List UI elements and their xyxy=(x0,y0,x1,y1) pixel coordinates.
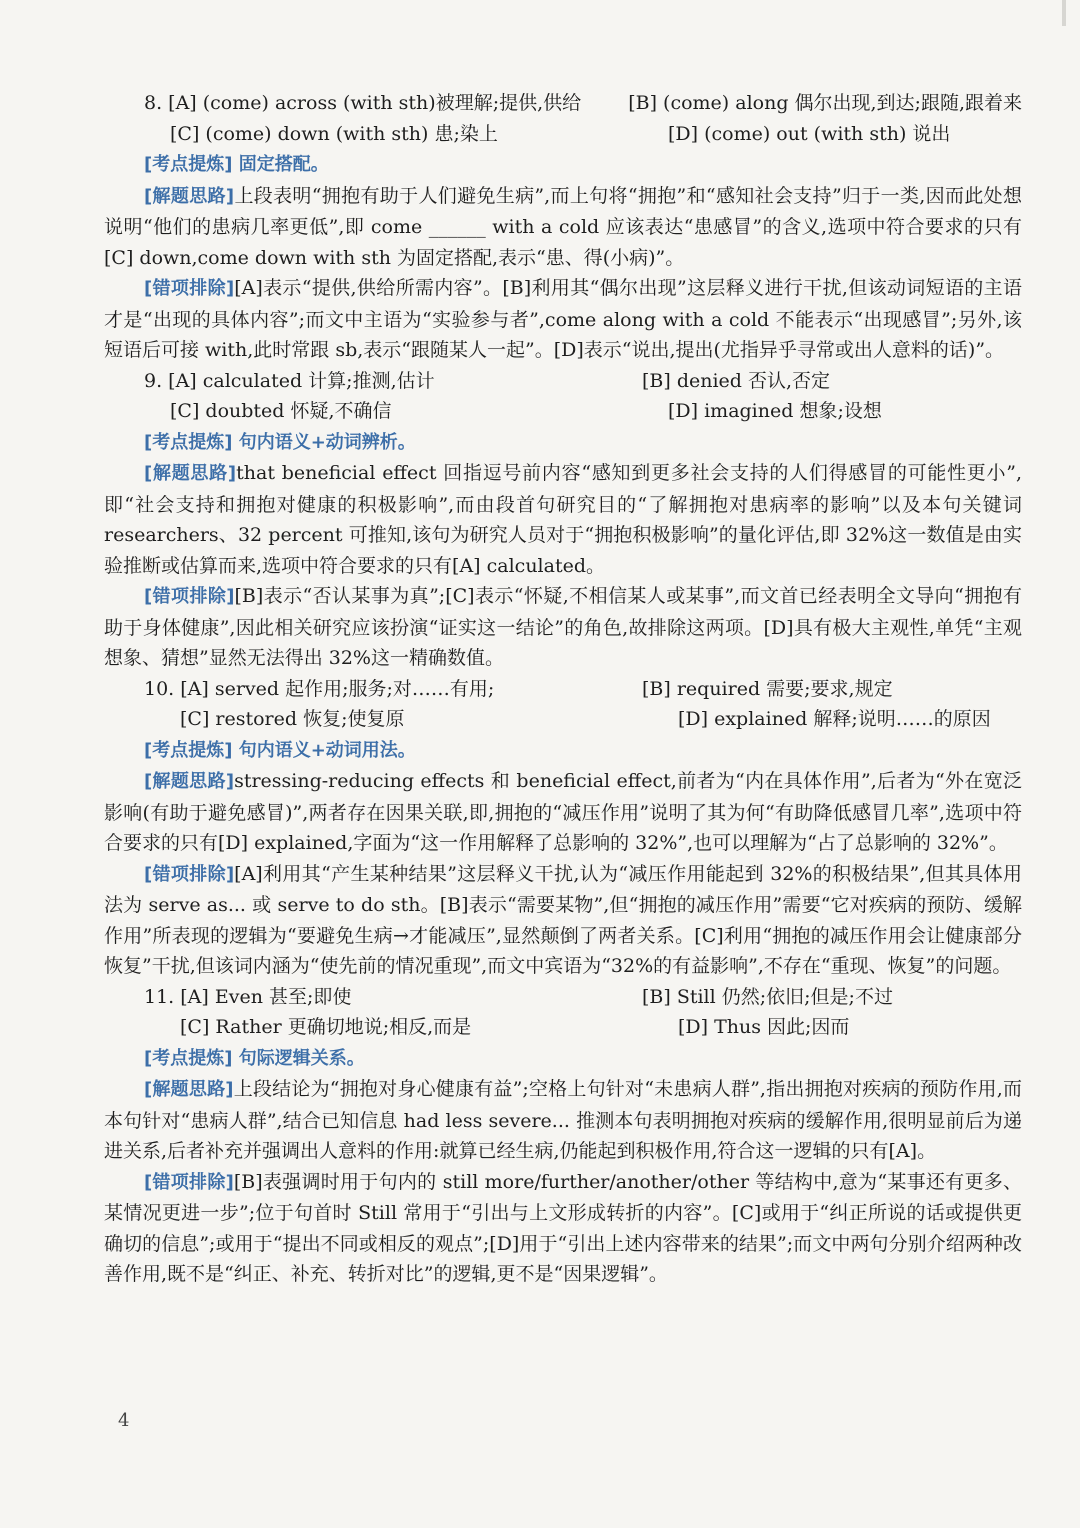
q8-option-b: [B] (come) along 偶尔出现,到达;跟随,跟着来 xyxy=(628,92,1022,114)
q9-options-row2 xyxy=(104,396,1022,427)
q10-option-b: [B] required 需要;要求,规定 xyxy=(642,677,893,700)
q11-option-a: 11. [A] Even 甚至;即使 xyxy=(144,985,352,1008)
q8-cuoxiang-text: [A]表示“提供,供给所需内容”。[B]利用其“偶尔出现”这层释义进行干扰,但该动词短语的主语才是“出现的具体内容”;而文中主语为“实验参与者”,come along with a cold 不能表示“出现感冒”;另外,该短语后可接 with,此时常跟 sb,表示“跟随某人一起”。[D]表示“说出,提出(尤指异乎寻常或出人意料的话)”。 xyxy=(104,277,1022,361)
q9-cuoxiang-text: [B]表示“否认某事为真”;[C]表示“怀疑,不相信某人或某事”,而文首已经表明全文导向“拥抱有助于身体健康”,因此相关研究应该扮演“证实这一结论”的角色,故排除这两项。[D]具有极大主观性,单凭“主观想象、猜想”显然无法得出 32%这一精确数值。 xyxy=(104,585,1023,669)
q8-jieti xyxy=(104,181,1022,274)
page-number: 4 xyxy=(118,1410,130,1431)
q11-options-row2 xyxy=(104,1012,1022,1043)
q10-jieti-label: [解题思路] xyxy=(144,771,235,792)
q8-kaodian xyxy=(104,149,1022,181)
q9-jieti xyxy=(104,458,1022,581)
q10-jieti xyxy=(104,766,1022,859)
q9-option-c: [C] doubted 怀疑,不确信 xyxy=(170,400,392,422)
q9-options-row1 xyxy=(104,366,1022,397)
q11-kaodian xyxy=(104,1043,1022,1075)
q10-options-row1 xyxy=(104,674,1022,705)
q10-cuoxiang-text: [A]利用其“产生某种结果”这层释义干扰,认为“减压作用能起到 32%的积极结果”,但其具体用法为 serve as... 或 serve to do sth。[B]表示“需要某物”,但“拥抱的减压作用”需要“它对疾病的预防、缓解作用”所表现的逻辑为“要避免生病→才能减压”,显然颠倒了两者关系。[C]利用“拥抱的减压作用会让健康部分恢复”干扰,但该词内涵为“使先前的情况重现”,而文中宾语为“32%的有益影响”,不存在“重现、恢复”的问题。 xyxy=(104,862,1022,977)
q9-jieti-text: that beneficial effect 回指逗号前内容“感知到更多社会支持的人们得感冒的可能性更小”,即“社会支持和拥抱对健康的积极影响”,而由段首句研究目的“了解拥抱对患病率的影响”以及本句关键词 researchers、32 percent 可推知,该句为研究人员对于“拥抱积极影响”的量化评估,即 32%这一数值是由实验推断或估算而来,选项中符合要求的只有[A] calculated。 xyxy=(104,462,1022,577)
q11-jieti xyxy=(104,1074,1022,1167)
q10-cuoxiang xyxy=(104,859,1022,982)
q11-option-d: [D] Thus 因此;因而 xyxy=(678,1016,850,1038)
q11-cuoxiang-text: [B]表强调时用于句内的 still more/further/another/other 等结构中,意为“某事还有更多、某情况更进一步”;位于句首时 Still 常用于“引出与上文形成转折的内容”。[C]或用于“纠正所说的话或提供更确切的信息”;或用于“提出不同或相反的观点”;[D]用于“引出上述内容带来的结果”;而文中两句分别介绍两种改善作用,既不是“纠正、补充、转折对比”的逻辑,更不是“因果逻辑”。 xyxy=(104,1170,1022,1285)
q8-cuoxiang-label: [错项排除] xyxy=(144,278,235,299)
page-content xyxy=(104,88,1022,1290)
q9-option-b: [B] denied 否认,否定 xyxy=(642,369,831,392)
q11-jieti-label: [解题思路] xyxy=(144,1079,234,1100)
q9-kaodian-label: [考点提炼] 句内语义+动词辨析。 xyxy=(144,431,416,453)
q11-option-b: [B] Still 仍然;依旧;但是;不过 xyxy=(642,985,893,1008)
q10-cuoxiang-label: [错项排除] xyxy=(144,863,235,885)
q10-kaodian-label: [考点提炼] 句内语义+动词用法。 xyxy=(144,739,416,761)
q9-option-a: 9. [A] calculated 计算;推测,估计 xyxy=(144,369,435,392)
q9-jieti-label: [解题思路] xyxy=(144,463,237,484)
q10-option-d: [D] explained 解释;说明……的原因 xyxy=(678,708,991,730)
q8-option-c: [C] (come) down (with sth) 患;染上 xyxy=(170,122,498,145)
q8-cuoxiang xyxy=(104,273,1022,366)
q11-options-row1 xyxy=(104,982,1022,1013)
q8-jieti-label: [解题思路] xyxy=(144,185,235,207)
q10-option-c: [C] restored 恢复;使复原 xyxy=(180,708,405,730)
q11-jieti-text: 上段结论为“拥抱对身心健康有益”;空格上句针对“未患病人群”,指出拥抱对疾病的预防作用,而本句针对“患病人群”,结合已知信息 had less severe... 推测本句表明拥抱对疾病的缓解作用,很明显前后为递进关系,后者补充并强调出人意料的作用:就算已经生病,仍能起到积极作用,符合这一逻辑的只有[A]。 xyxy=(104,1078,1022,1162)
q11-option-c: [C] Rather 更确切地说;相反,而是 xyxy=(180,1016,472,1038)
q8-kaodian-label: [考点提炼] 固定搭配。 xyxy=(144,154,329,175)
q11-cuoxiang xyxy=(104,1167,1022,1290)
scan-edge-mark xyxy=(1062,0,1066,26)
q10-kaodian xyxy=(104,735,1022,767)
q8-options-row1 xyxy=(104,88,1022,119)
q9-cuoxiang xyxy=(104,581,1022,674)
q10-jieti-text: stressing-reducing effects 和 beneficial effect,前者为“内在具体作用”,后者为“外在宽泛影响(有助于避免感冒)”,两者存在因果关联,即,拥抱的“减压作用”说明了其为何“有助降低感冒几率”,选项中符合要求的只有[D] explained,字面为“这一作用解释了总影响的 32%”,也可以理解为“占了总影响的 32%”。 xyxy=(104,770,1023,854)
q9-cuoxiang-label: [错项排除] xyxy=(144,586,235,607)
q8-option-d: [D] (come) out (with sth) 说出 xyxy=(668,122,951,145)
q11-cuoxiang-label: [错项排除] xyxy=(144,1171,234,1193)
q8-option-a: 8. [A] (come) across (with sth)被理解;提供,供给 xyxy=(144,92,582,114)
q10-option-a: 10. [A] served 起作用;服务;对……有用; xyxy=(144,677,495,700)
q11-kaodian-label: [考点提炼] 句际逻辑关系。 xyxy=(144,1047,365,1069)
q10-options-row2 xyxy=(104,704,1022,735)
q8-options-row2 xyxy=(104,119,1022,150)
q9-kaodian xyxy=(104,427,1022,459)
q9-option-d: [D] imagined 想象;设想 xyxy=(668,400,882,422)
q8-jieti-text: 上段表明“拥抱有助于人们避免生病”,而上句将“拥抱”和“感知社会支持”归于一类,因而此处想说明“他们的患病几率更低”,即 come ______ with a cold 应该表达“患感冒”的含义,选项中符合要求的只有[C] down,come down with sth 为固定搭配,表示“患、得(小病)”。 xyxy=(104,184,1022,269)
